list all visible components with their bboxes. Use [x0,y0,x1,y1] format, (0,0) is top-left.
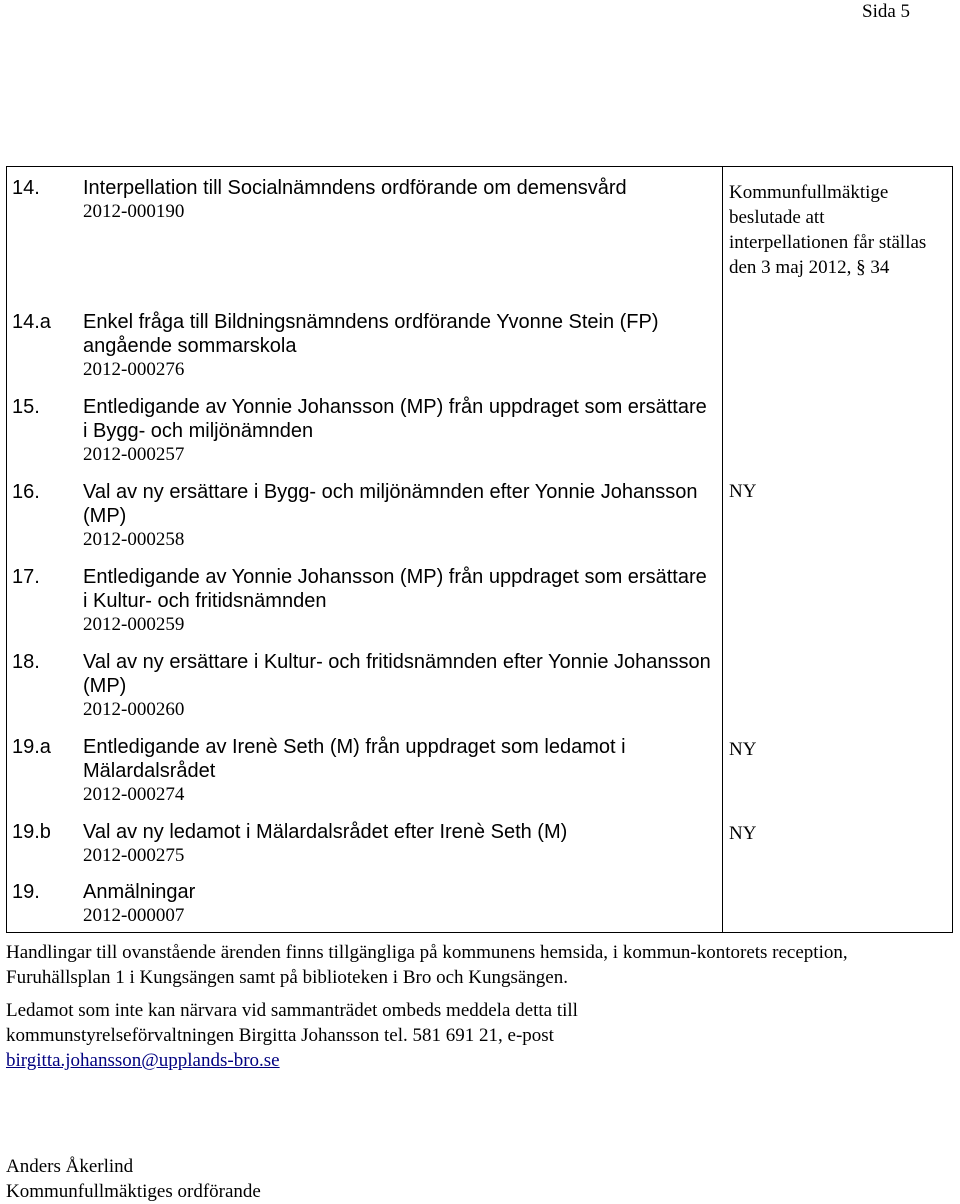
item-title: Interpellation till Socialnämndens ordförande om demensvård [83,177,627,199]
item-title: Val av ny ledamot i Mälardalsrådet efter Irenè Seth (M) [83,821,568,843]
item-title: Entledigande av Irenè Seth (M) från uppdraget som ledamot i Mälardalsrådet [83,736,626,782]
absence-note [6,998,706,1073]
agenda-item-15 [7,395,722,480]
item-title: Anmälningar [83,881,196,903]
agenda-item-17 [7,565,722,650]
availability-note: Handlingar till ovanstående ärenden finns tillgängliga på kommunens hemsida, i kommun-kontorets reception, Furuhällsplan 1 i Kungsängen samt på biblioteken i Bro och Kungsängen. [6,942,848,988]
item-number: 15. [12,396,40,418]
agenda-table [6,166,953,933]
item-number: 17. [12,566,40,588]
item-title: Entledigande av Yonnie Johansson (MP) från uppdraget som ersättare i Bygg- och miljönämnden [83,396,707,442]
item-reference: 2012-000259 [83,614,185,635]
absence-note-text: Ledamot som inte kan närvara vid sammanträdet ombeds meddela detta till kommunstyrelseförvaltningen Birgitta Johansson tel. 581 691 21, e-post [6,1000,578,1046]
agenda-items-cell [7,167,723,933]
contact-email-link[interactable]: birgitta.johansson@upplands-bro.se [6,1050,280,1071]
decision-item-14a: NY [729,481,757,502]
item-number: 19. [12,881,40,903]
signature-block [6,1154,261,1204]
item-reference: 2012-000190 [83,201,185,222]
agenda-item-18 [7,650,722,735]
agenda-item-19 [7,880,722,930]
signatory-title: Kommunfullmäktiges ordförande [6,1181,261,1202]
decision-item-19a: NY [729,739,757,760]
item-number: 19.a [12,736,51,758]
item-number: 14.a [12,311,51,333]
signatory-name: Anders Åkerlind [6,1156,134,1177]
item-number: 19.b [12,821,51,843]
item-reference: 2012-000257 [83,444,185,465]
item-reference: 2012-000276 [83,359,185,380]
decision-item-14: Kommunfullmäktige beslutade att interpellationen får ställas den 3 maj 2012, § 34 [729,182,927,278]
agenda-row [7,167,953,933]
item-reference: 2012-000258 [83,529,185,550]
item-number: 18. [12,651,40,673]
item-title: Enkel fråga till Bildningsnämndens ordförande Yvonne Stein (FP) angående sommarskola [83,311,659,357]
agenda-item-19a [7,735,722,820]
item-title: Val av ny ersättare i Kultur- och fritidsnämnden efter Yonnie Johansson (MP) [83,651,711,697]
agenda-item-14a [7,310,722,395]
decision-item-19b: NY [729,823,757,844]
agenda-item-16 [7,480,722,565]
item-number: 14. [12,177,40,199]
item-title: Val av ny ersättare i Bygg- och miljönämnden efter Yonnie Johansson (MP) [83,481,698,527]
item-number: 16. [12,481,40,503]
agenda-item-14 [7,176,722,310]
item-reference: 2012-000260 [83,699,185,720]
decision-cell [723,167,953,933]
item-reference: 2012-000275 [83,845,185,866]
item-title: Entledigande av Yonnie Johansson (MP) från uppdraget som ersättare i Kultur- och fritidsnämnden [83,566,707,612]
item-reference: 2012-000274 [83,784,185,805]
agenda-item-19b [7,820,722,880]
page-number: Sida 5 [862,1,911,22]
item-reference: 2012-000007 [83,905,185,926]
